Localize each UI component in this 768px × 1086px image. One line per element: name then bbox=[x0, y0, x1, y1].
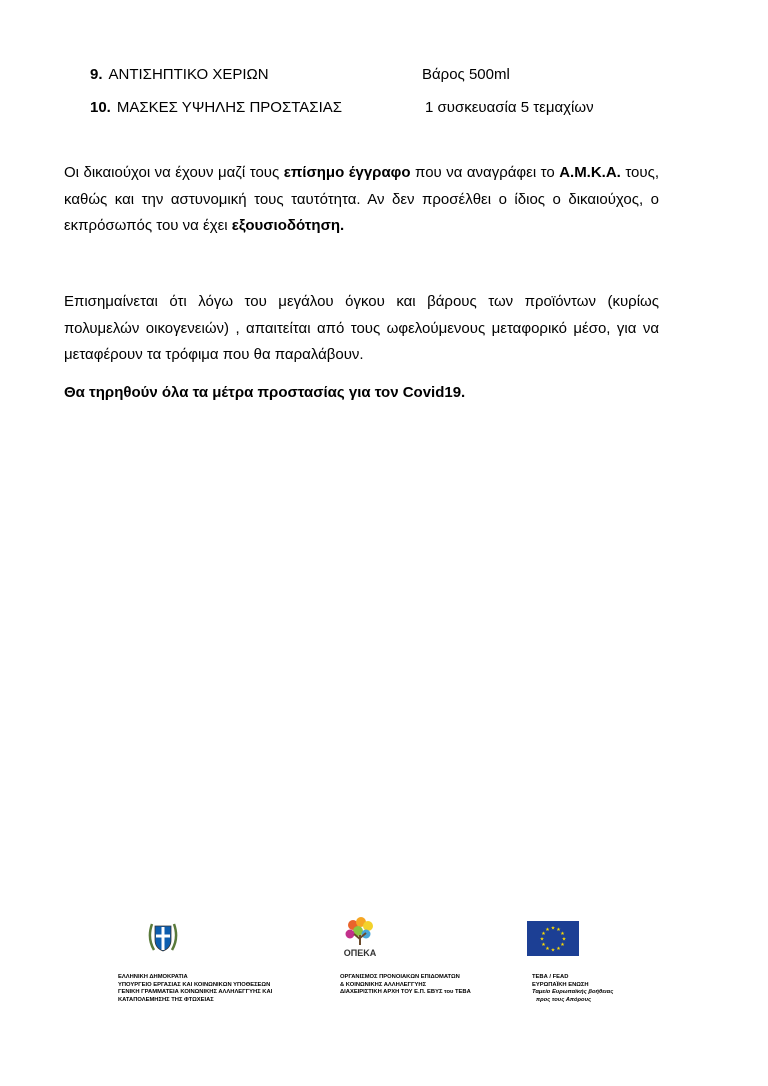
greek-coat-of-arms-icon bbox=[146, 920, 180, 956]
eu-star: ★ bbox=[556, 945, 561, 952]
eu-star: ★ bbox=[545, 945, 550, 952]
list-item-name: ΜΑΣΚΕΣ ΥΨΗΛΗΣ ΠΡΟΣΤΑΣΙΑΣ bbox=[116, 99, 343, 116]
paragraph-bold-text: επίσημο έγγραφο bbox=[283, 164, 411, 181]
list-item-name: ΑΝΤΙΣΗΠΤΙΚΟ ΧΕΡΙΩΝ bbox=[108, 66, 269, 83]
footer-line: ΔΙΑΧΕΙΡΙΣΤΙΚΗ ΑΡΧΗ ΤΟΥ Ε.Π. ΕΒΥΣ του ΤΕΒΑ bbox=[340, 989, 471, 995]
eu-star: ★ bbox=[556, 926, 561, 933]
list-item-10 bbox=[90, 99, 594, 116]
eu-star: ★ bbox=[541, 941, 546, 948]
transport-paragraph: Επισημαίνεται ότι λόγω του μεγάλου όγκου και βάρους των προϊόντων (κυρίως πολυμελών οικογενειών) , απαιτείται από τους ωφελούμενους μεταφορικό μέσο, για να μεταφέρουν τα τρόφιμα που θα παραλάβουν. bbox=[64, 293, 659, 363]
paragraph-text: που να αναγράφει το bbox=[410, 164, 560, 181]
footer-line: ΥΠΟΥΡΓΕΙΟ ΕΡΓΑΣΙΑΣ ΚΑΙ ΚΟΙΝΩΝΙΚΩΝ ΥΠΟΘΕΣΕΩΝ bbox=[118, 981, 271, 988]
paragraph-bold-text: εξουσιοδότηση. bbox=[231, 217, 345, 234]
eu-star: ★ bbox=[550, 925, 556, 932]
eu-star: ★ bbox=[541, 930, 546, 937]
eu-star: ★ bbox=[560, 930, 565, 937]
footer-line: Ταμείο Ευρωπαϊκής βοήθειας bbox=[532, 989, 614, 995]
list-item-quantity: 1 συσκευασία 5 τεμαχίων bbox=[425, 99, 594, 116]
paragraph-text: τους, καθώς και την αστυνομική τους ταυτότητα. Αν δεν προσέλθει ο ίδιος ο δικαιούχος, ο εκπρόσωπός του να έχει bbox=[64, 164, 659, 234]
eu-star: ★ bbox=[545, 926, 550, 933]
footer-line: ΕΥΡΩΠΑΪΚΗ ΕΝΩΣΗ bbox=[532, 981, 589, 988]
list-item-9 bbox=[90, 66, 510, 83]
footer-opeka-info bbox=[340, 974, 471, 997]
footer-fead-info bbox=[532, 974, 613, 1004]
paragraph-text: Οι δικαιούχοι να έχουν μαζί τους bbox=[64, 164, 284, 181]
list-item-number: 10. bbox=[90, 99, 111, 116]
footer-line: ΟΡΓΑΝΙΣΜΟΣ ΠΡΟΝΟΙΑΚΩΝ ΕΠΙΔΟΜΑΤΩΝ bbox=[340, 974, 460, 980]
footer-line: ΕΛΛΗΝΙΚΗ ΔΗΜΟΚΡΑΤΙΑ bbox=[118, 974, 188, 980]
eu-star: ★ bbox=[550, 947, 556, 954]
footer-line: προς τους Απόρους bbox=[536, 996, 592, 1003]
list-item-quantity: Βάρος 500ml bbox=[422, 66, 510, 83]
documents-paragraph bbox=[64, 160, 659, 240]
paragraph-bold-text: Α.Μ.Κ.Α. bbox=[559, 164, 621, 181]
covid-notice: Θα τηρηθούν όλα τα μέτρα προστασίας για τον Covid19. bbox=[64, 384, 466, 401]
footer-line: ΓΕΝΙΚΗ ΓΡΑΜΜΑΤΕΙΑ ΚΟΙΝΩΝΙΚΗΣ ΑΛΛΗΛΕΓΓΥΗΣ ΚΑΙ bbox=[118, 989, 273, 995]
eu-star: ★ bbox=[539, 936, 545, 943]
footer-line: ΤΕΒΑ / FEAD bbox=[532, 974, 569, 980]
opeka-logo-text: ΟΠΕΚΑ bbox=[343, 948, 377, 958]
footer-ministry-info bbox=[118, 974, 272, 1004]
list-item-number: 9. bbox=[90, 66, 103, 83]
opeka-logo bbox=[334, 915, 386, 959]
eu-flag-icon bbox=[527, 921, 579, 956]
eu-star: ★ bbox=[561, 936, 567, 943]
eu-star: ★ bbox=[560, 941, 565, 948]
footer-line: ΚΑΤΑΠΟΛΕΜΗΣΗΣ ΤΗΣ ΦΤΩΧΕΙΑΣ bbox=[118, 996, 214, 1003]
footer-line: & ΚΟΙΝΩΝΙΚΗΣ ΑΛΛΗΛΕΓΓΥΗΣ bbox=[340, 981, 427, 988]
